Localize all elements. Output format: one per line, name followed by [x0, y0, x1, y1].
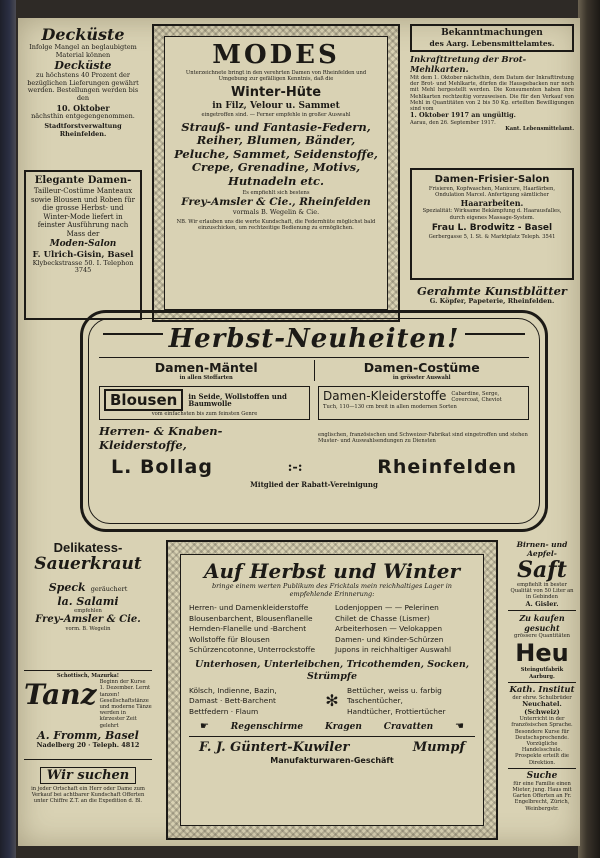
auf-right-item: Lodenjoppen — — Pelerinen	[335, 603, 439, 613]
herbst-col2-title: Damen-Costüme	[363, 360, 480, 375]
delikatess-speck-desc: geräuchert	[90, 585, 128, 593]
modes-intro: Unterzeichnete bringt in den verehrten Damen von Rheinfelden und Umgebung zur gefälligen Kenntnis, daß die	[185, 70, 367, 83]
modes-firm: Frey-Amsler & Cie., Rheinfelden	[181, 196, 371, 209]
auf-accessory: Cravatten	[383, 721, 434, 732]
auf-accessory: Kragen	[324, 721, 362, 732]
auf-mid-lists	[189, 686, 475, 718]
herbst-blousen: Blousen	[104, 389, 183, 411]
heu-firm: Steingutfabrik Aarburg.	[520, 667, 564, 680]
ad-deckuste	[24, 26, 142, 166]
divider	[508, 682, 576, 683]
herbst-herren-desc: englischen, französischen und Schweizer-Fabrikat sind eingetroffen und stehen Muster- und Auswahlsendungen zu Diensten	[318, 432, 528, 445]
herbst-sep: :-:	[287, 459, 303, 475]
ad-herbst	[80, 310, 548, 532]
modes-formerly: vormals B. Wegelin & Cie.	[232, 208, 320, 217]
modes-extra: Es empfiehlt sich bestens	[242, 190, 310, 197]
notice-body: Mit dem 1. Oktober nächsthin, dem Datum der Inkrafttretung der Brot- und Mehlkarte, dürfen die Hausgebacken nur noch mit Mehl hergestellt werden. Die Konsumenten haben ihre Mehlkarten rechtzeitig vorzuweisen. Die für den Verkauf von Mehl in Quantitäten von 2 bis 50 Kg. erteilten Bewilligungen sind vom	[410, 75, 574, 113]
ornament-star-icon: ✻	[325, 690, 339, 710]
institut-sub: der ehrw. Schulbrüder	[512, 694, 572, 701]
herbst-col2-sub: in grösster Auswahl	[392, 375, 451, 381]
pointing-hand-icon: ☛	[199, 721, 209, 733]
herbst-col1-title: Damen-Mäntel	[154, 360, 258, 375]
auf-right-item: Damen- und Kinder-Schürzen	[335, 634, 444, 644]
auf-mid-right	[347, 686, 475, 718]
delikatess-formerly: vorm. B. Wegelin	[65, 626, 111, 633]
ad-tanz	[24, 670, 152, 760]
auf-right-list	[335, 603, 475, 656]
auf-mid-left-item: Bettfedern · Flaum	[189, 706, 259, 716]
deckuste-sign: Stadtforstverwaltung Rheinfelden.	[44, 122, 122, 138]
institut-title: Kath. Institut	[509, 684, 575, 695]
modes-title: MODES	[212, 40, 340, 70]
tanz-address: Nadelberg 20 · Teleph. 4812	[36, 740, 140, 749]
newspaper-page	[18, 18, 580, 846]
deckuste-date: 10. Oktober	[56, 102, 110, 113]
notice-header	[410, 24, 574, 52]
pointing-hand-icon: ☚	[455, 721, 465, 733]
salon-heading: Haararbeiten.	[460, 198, 524, 209]
auf-city: Mumpf	[412, 740, 465, 756]
auf-mid-right-item: Bettücher, weiss u. farbig	[347, 685, 442, 695]
herbst-footer	[99, 456, 529, 478]
wir-title: Wir suchen	[40, 767, 137, 784]
saft-seller: A. Gisler.	[525, 599, 559, 608]
auf-mid-left-item: Kölsch, Indienne, Bazin,	[189, 685, 277, 695]
herbst-columns	[99, 360, 529, 381]
salon-owner: Frau L. Brodwitz - Basel	[431, 222, 553, 233]
institut-place: Neuchatel. (Schweiz)	[522, 700, 562, 716]
auf-firm: F. J. Güntert-Kuwiler	[199, 740, 350, 756]
tanz-header: Schottisch, Mazurka!	[56, 673, 120, 679]
elegante-firm: F. Ulrich-Gisin, Basel	[32, 249, 134, 260]
auf-intro: bringe einem werten Publikum des Fricktals mein reichhaltiges Lager in empfehlende Erinnerung:	[212, 582, 452, 598]
herbst-divider	[99, 357, 529, 358]
delikatess-title: Delikatess-	[53, 540, 123, 555]
kaufen-title: Zu kaufen gesucht	[519, 613, 565, 634]
notice-sign: Kant. Lebensmittelamt.	[505, 125, 574, 132]
auf-right-item: Jupons in reichhaltiger Auswahl	[335, 645, 452, 655]
herbst-blousen-range: vom einfachsten bis zum feinsten Genre	[151, 411, 258, 418]
delikatess-product: Sauerkraut	[34, 554, 142, 574]
deckuste-text3: nächsthin entgegengenommen.	[31, 111, 135, 120]
herbst-city: Rheinfelden	[377, 456, 517, 479]
delikatess-speck: Speck	[48, 581, 86, 594]
ad-modes	[152, 24, 400, 322]
salon-specialty: Spezialität: Wirksame Bekämpfung d. Haarausfalles, durch eigenes Massage-System.	[422, 208, 562, 221]
herbst-ornament-right	[465, 333, 525, 335]
institut-text: Unterricht in der französischen Sprache. Besondere Kurse für Deutschsprechende. Vorzügliche Handelsschule. Prospekte erteilt die Direktion.	[511, 716, 573, 766]
modes-sub: in Filz, Velour u. Sammet	[212, 101, 340, 112]
modes-items: Strauß- und Fantasie-Federn, Reiher, Blumen, Bänder, Peluche, Sammet, Seidenstoffe, Crepe, Grenadine, Motivs, Hutnadeln etc.	[174, 119, 378, 188]
delikatess-salami: la. Salami	[57, 595, 119, 608]
modes-heading: Winter-Hüte	[230, 85, 322, 101]
ad-auf-herbst	[166, 540, 498, 840]
auf-right-item: Arbeiterhosen — Velokappen	[335, 624, 443, 634]
herbst-kleider-box	[318, 386, 529, 420]
heu-title: Heu	[515, 639, 569, 668]
herbst-kleider: Damen-Kleiderstoffe	[323, 389, 447, 404]
notice-subtitle: des Aarg. Lebensmittelamtes.	[429, 39, 555, 48]
auf-mid-left-item: Damast · Bett-Barchent	[189, 696, 276, 706]
auf-right-item: Chilet de Chasse (Lismer)	[335, 613, 430, 623]
gerahmte-title: Gerahmte Kunstblätter	[417, 284, 567, 298]
auf-mid-right-item: Taschentücher,	[347, 696, 403, 706]
ad-wir-suchen	[24, 764, 152, 840]
salon-services: Frisieren, Kopfwaschen, Manicure, Haarfärben, Ondulation Marcel. Anfertigung sämtlicher	[428, 186, 556, 199]
herbst-ornament-left	[103, 333, 163, 335]
herbst-col1-sub: in allen Stoffarten	[179, 375, 233, 381]
auf-footer	[189, 736, 475, 756]
notice-place: Aarau, den 26. September 1917.	[410, 119, 496, 126]
herbst-firm: L. Bollag	[111, 456, 213, 479]
delikatess-recommend: empfehlen	[74, 608, 102, 614]
auf-left-item: Wollstoffe für Blousen	[189, 634, 270, 644]
ad-notice	[410, 24, 574, 164]
herbst-kleider-list: Cabardine, Serge, Covercoat, Cheviot	[451, 390, 502, 403]
ad-salon	[410, 168, 574, 280]
gerahmte-shop: G. Köpfer, Papeterie, Rheinfelden.	[429, 297, 555, 305]
auf-left-item: Hemden-Flanelle und -Barchent	[189, 624, 307, 634]
auf-mid-left	[189, 686, 317, 718]
deckuste-title2: Decküste	[54, 59, 112, 73]
auf-shop: Manufakturwaren-Geschäft	[270, 756, 394, 766]
deckuste-text2: zu höchstens 40 Prozent der bezüglichen Lieferungen gewährt werden. Bestellungen werden bis den	[27, 71, 139, 102]
auf-left-item: Herren- und Damenkleiderstoffe	[189, 603, 309, 613]
auf-accessories	[189, 721, 475, 732]
salon-title: Damen-Frisier-Salon	[434, 174, 550, 185]
salon-address: Gerbergasse 5, I. St. & Marktplatz Teleph. 3541	[428, 233, 556, 240]
kaufen-desc: grössere Quantitäten	[514, 633, 570, 640]
auf-title: Auf Herbst und Winter	[203, 559, 460, 583]
herbst-herren: Herren- & Knaben-Kleiderstoffe,	[99, 424, 223, 453]
herbst-row2	[99, 386, 529, 420]
suche-title: Suche	[526, 770, 558, 781]
wir-text: in jeder Ortschaft ein Herr oder Dame zum Verkauf bei achtbarer Kundschaft Offerten unter Chiffre Z.T. an die Expedition d. Bl.	[31, 786, 145, 805]
herbst-blousen-box	[99, 386, 310, 420]
elegante-address: Klybeckstrasse 50. I. Telephon 3745	[32, 258, 134, 275]
divider	[508, 768, 576, 769]
auf-wide: Unterhosen, Unterleibchen, Tricothemden, Socken, Strümpfe	[194, 658, 470, 682]
herbst-title: Herbst-Neuheiten!	[168, 324, 460, 354]
tanz-firm: A. Fromm, Basel	[37, 728, 139, 742]
auf-left-item: Blousenbarchent, Blousenflanelle	[189, 613, 313, 623]
notice-title: Bekanntmachungen	[441, 28, 543, 38]
saft-top: Birnen- und Aepfel-	[516, 540, 568, 558]
page-edges	[578, 0, 600, 858]
ad-delikatess	[24, 540, 152, 666]
elegante-title: Elegante Damen-	[34, 175, 132, 186]
notice-date: 1. Oktober 1917 an ungültig.	[410, 111, 516, 120]
delikatess-firm: Frey-Amsler & Cie.	[35, 614, 141, 626]
auf-accessory: Regenschirme	[230, 721, 304, 732]
right-bottom-column	[508, 540, 576, 840]
elegante-lines: Tailleur-Costüme Manteaux sowie Blousen und Roben für die grosse Herbst- und Winter-Mode liefert in feinster Ausführung nach Mass der	[31, 187, 135, 238]
herbst-row3	[99, 424, 529, 452]
deckuste-text1: Infolge Mangel an beglaubigtem Material können	[29, 43, 137, 59]
ad-elegante	[24, 170, 142, 320]
book-spine	[0, 0, 16, 858]
tanz-text: Beginn der Kurse 1. Dezember. Lernt tanzen! Gesellschaftstänze und moderne Tänze werden in kürzester Zeit gelehrt	[99, 679, 152, 729]
modes-note: eingetroffen sind. — Ferner empfehle in großer Auswahl	[201, 112, 351, 119]
auf-left-list	[189, 603, 329, 656]
auf-left-item: Schürzencotonne, Unterrockstoffe	[189, 645, 315, 655]
elegante-salon: Moden-Salon	[49, 238, 117, 249]
saft-product: Saft	[517, 557, 567, 583]
auf-mid-right-item: Handtücher, Frottiertücher	[347, 706, 446, 716]
herbst-blousen-desc: in Seide, Wollstoffen und Baumwolle	[188, 391, 287, 409]
herbst-kleider-desc: Tuch, 110—130 cm breit in allen modernen Sorten	[323, 404, 457, 411]
deckuste-title: Decküste	[41, 26, 125, 44]
saft-desc: empfiehlt in bester Qualität von 50 Liter an in Gebinden	[510, 582, 574, 601]
divider	[508, 610, 576, 611]
notice-heading: Inkrafttretung der Brot-Mehlkarten.	[410, 55, 527, 75]
tanz-title: Tanz	[24, 678, 97, 712]
modes-footnote: NB. Wir erlauben uns die werte Kundschaft, die Federnhüte möglichst bald einzuschicken, um rechtzeitige Bedienung zu ermöglichen.	[176, 218, 376, 232]
suche-text: für eine Familie einen Mieter, jung. Haus mit Garten Offerten an Fr. Engelbrecht, Zürich, Weinbergstr.	[512, 780, 572, 812]
auf-lists	[189, 603, 475, 656]
herbst-member: Mitglied der Rabatt-Vereinigung	[250, 480, 378, 490]
